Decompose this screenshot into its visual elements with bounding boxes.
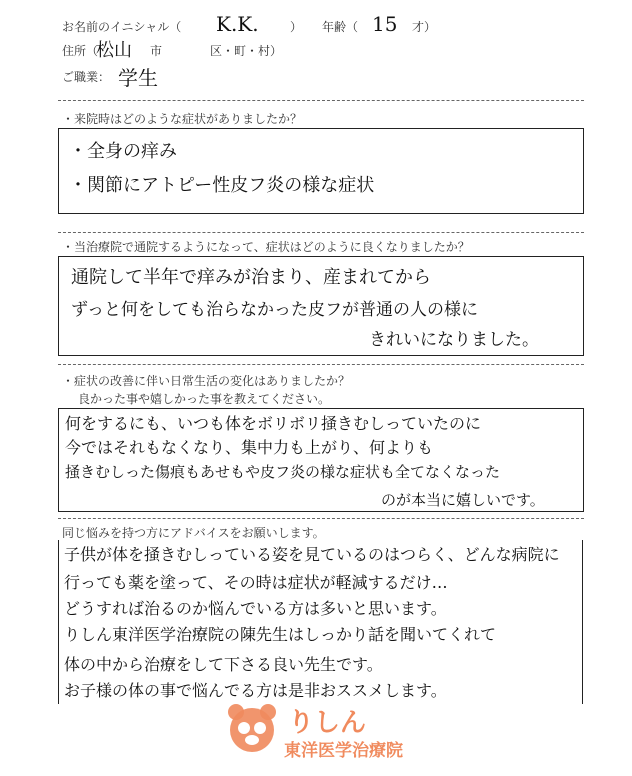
q1-answer-line: ・関節にアトピー性皮フ炎の様な症状	[69, 175, 375, 196]
q3-question-sub: 良かった事や嬉しかった事を教えてください。	[78, 392, 331, 406]
initials-label: お名前のイニシャル（	[62, 20, 182, 34]
q4-answer-line: 体の中から治療をして下さる良い先生です。	[64, 655, 383, 674]
logo-panda-icon	[224, 700, 280, 756]
q3-answer-line: 何をするにも、いつも体をボリボリ掻きむしっていたのに	[65, 414, 482, 433]
divider-1	[58, 100, 584, 101]
q3-answer-box	[58, 408, 584, 512]
q4-answer-line: りしん東洋医学治療院の陳先生はしっかり話を聞いてくれて	[64, 625, 497, 644]
age-value: 15	[372, 12, 398, 36]
address-ward-label: 区・町・村）	[210, 44, 283, 58]
q1-answer-box	[58, 128, 584, 214]
q1-question: ・来院時はどのような症状がありましたか？	[62, 112, 303, 126]
address-city-value: 松山	[96, 40, 132, 61]
divider-3	[58, 364, 584, 365]
q4-answer-area	[58, 542, 584, 702]
divider-4	[58, 518, 584, 519]
q2-answer-line: 通院して半年で痒みが治まり、産まれてから	[71, 267, 431, 288]
q3-question: ・症状の改善に伴い日常生活の変化はありましたか？	[62, 374, 351, 388]
q4-answer-line: どうすれば治るのか悩んでいる方は多いと思います。	[64, 599, 447, 618]
q3-answer-line: 今ではそれもなくなり、集中力も上がり、何よりも	[65, 438, 434, 457]
logo-subtitle: 東洋医学治療院	[284, 741, 403, 761]
q4-question: 同じ悩みを持つ方にアドバイスをお願いします。	[62, 526, 325, 540]
q2-answer-line: きれいになりました。	[369, 330, 539, 350]
q2-answer-box	[58, 256, 584, 356]
q4-answer-line: 子供が体を掻きむしっている姿を見ているのはつらく、どんな病院に	[64, 545, 560, 564]
q3-answer-line: のが本当に嬉しいです。	[381, 491, 545, 509]
logo-name: りしん	[288, 708, 367, 738]
divider-2	[58, 232, 584, 233]
age-label: 年齢（	[322, 20, 359, 34]
q1-answer-line: ・全身の痒み	[69, 141, 177, 162]
q2-question: ・当治療院で通院するようになって、症状はどのように良くなりましたか？	[62, 240, 470, 254]
job-label: ご職業：	[62, 70, 111, 84]
job-value: 学生	[118, 66, 158, 90]
initials-close: ）	[290, 20, 303, 34]
age-unit: 才）	[412, 20, 437, 34]
q4-answer-line: お子様の体の事で悩んでる方は是非おススメします。	[64, 681, 447, 700]
initials-value: K.K.	[216, 12, 259, 36]
q2-answer-line: ずっと何をしても治らなかった皮フが普通の人の様に	[71, 300, 478, 320]
q4-answer-line: 行っても薬を塗って、その時は症状が軽減するだけ…	[64, 573, 448, 592]
address-label: 住所（	[62, 44, 99, 58]
q4-box-right-edge	[582, 540, 583, 704]
q3-answer-line: 掻きむしった傷痕もあせもや皮フ炎の様な症状も全てなくなった	[65, 463, 501, 481]
address-city-suffix: 市	[150, 44, 163, 58]
q4-box-left-edge	[58, 540, 59, 704]
